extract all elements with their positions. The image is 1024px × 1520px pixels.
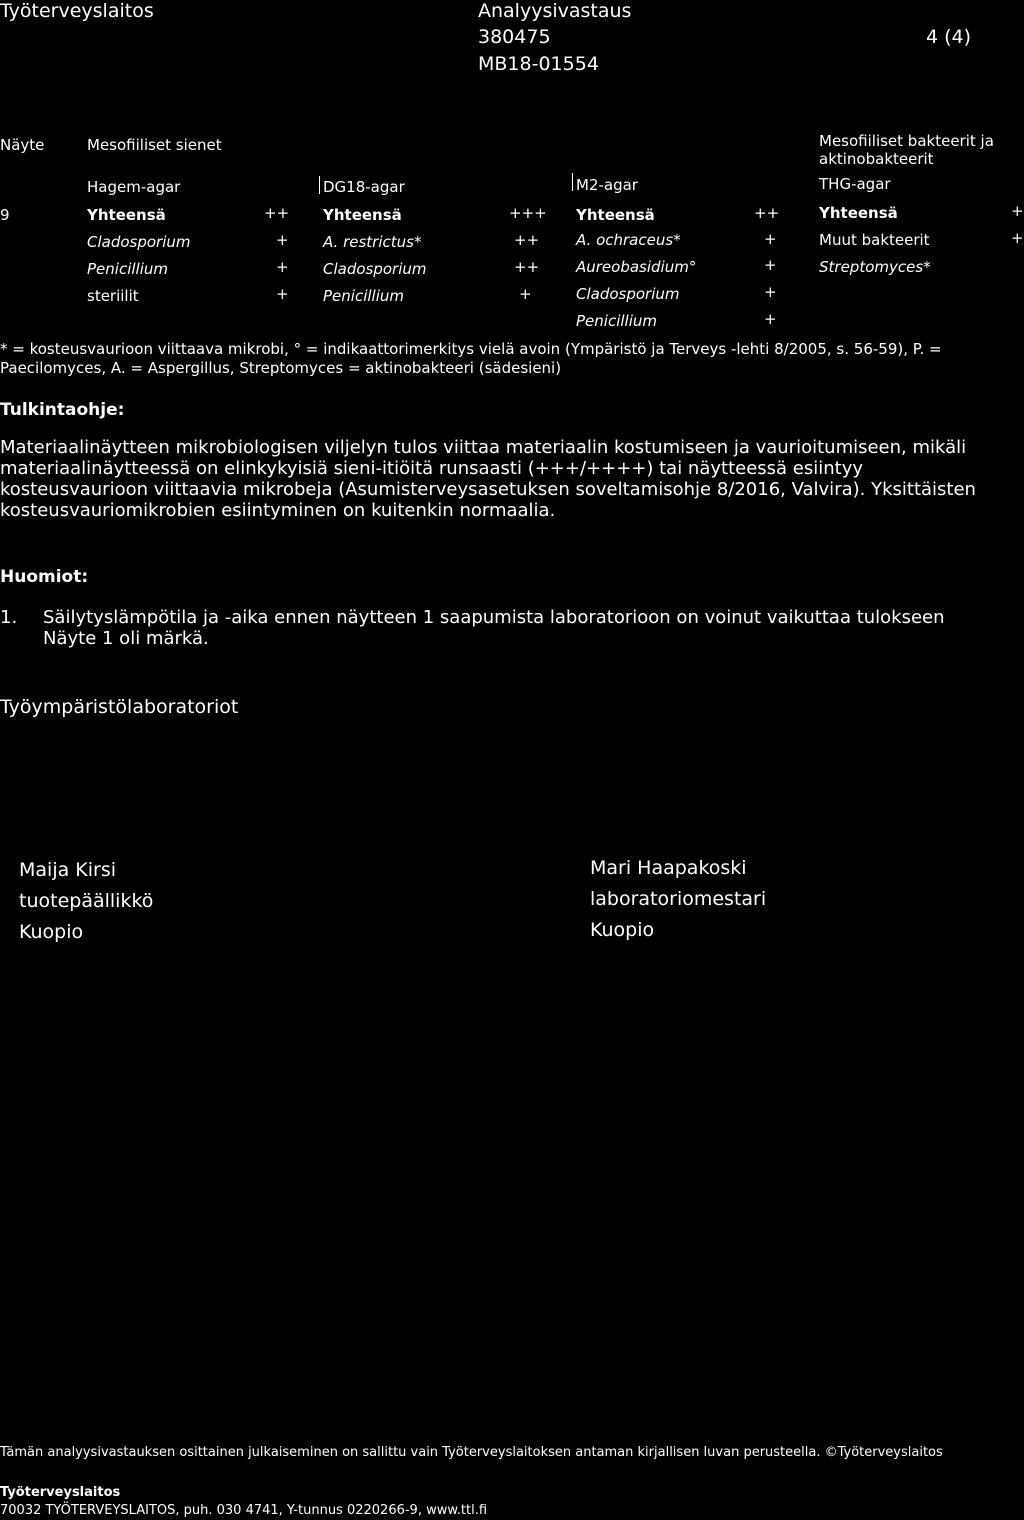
dg18-organism-value: + bbox=[519, 285, 532, 303]
hagem-organism-value: + bbox=[276, 285, 289, 303]
dg18-organism-value: ++ bbox=[514, 258, 540, 276]
signer-1-title: tuotepäällikkö bbox=[19, 890, 154, 912]
medium-hagem: Hagem-agar bbox=[87, 178, 181, 196]
thg-total-value: + bbox=[1011, 202, 1024, 220]
m2-organism-value: + bbox=[764, 230, 777, 248]
header-doc-type: Analyysivastaus bbox=[478, 0, 632, 22]
m2-organism: Cladosporium bbox=[576, 285, 680, 303]
hagem-organism-value: + bbox=[276, 231, 289, 249]
hagem-total-value: ++ bbox=[264, 204, 290, 222]
remarks-line-2: Näyte 1 oli märkä. bbox=[43, 628, 209, 649]
group-fungi-header: Mesofiiliset sienet bbox=[87, 136, 222, 154]
column-divider bbox=[319, 176, 320, 194]
signer-2-title: laboratoriomestari bbox=[590, 888, 767, 910]
dg18-organism: Penicillium bbox=[323, 287, 404, 305]
medium-thg: THG-agar bbox=[819, 175, 891, 193]
thg-organism: Streptomyces* bbox=[819, 258, 931, 276]
m2-organism: Penicillium bbox=[576, 312, 657, 330]
laboratory-unit: Työympäristölaboratoriot bbox=[0, 696, 239, 718]
thg-total-label: Yhteensä bbox=[819, 204, 898, 222]
col-sample-header: Näyte bbox=[0, 136, 45, 154]
m2-organism-value: + bbox=[764, 256, 777, 274]
header-code: MB18-01554 bbox=[478, 53, 599, 75]
m2-total-value: ++ bbox=[754, 204, 780, 222]
m2-organism: A. ochraceus* bbox=[576, 231, 681, 249]
header-number: 380475 bbox=[478, 26, 551, 48]
dg18-organism: Cladosporium bbox=[323, 260, 427, 278]
m2-organism-value: + bbox=[764, 310, 777, 328]
signer-2-city: Kuopio bbox=[590, 919, 655, 941]
thg-organism: Muut bakteerit bbox=[819, 231, 930, 249]
remarks-number: 1. bbox=[0, 607, 18, 628]
signer-1-city: Kuopio bbox=[19, 921, 84, 943]
column-divider bbox=[572, 173, 573, 191]
hagem-organism: Penicillium bbox=[87, 260, 168, 278]
hagem-organism: steriilit bbox=[87, 287, 139, 305]
remarks-heading: Huomiot: bbox=[0, 567, 89, 587]
footer-notice: Tämän analyysivastauksen osittainen julkaiseminen on sallittu vain Työterveyslaitoksen antaman kirjallisen luvan perusteella. ©Työterveyslaitos bbox=[0, 1445, 943, 1460]
group-bacteria-header-1: Mesofiiliset bakteerit ja bbox=[819, 132, 994, 150]
hagem-organism-value: + bbox=[276, 258, 289, 276]
sample-id: 9 bbox=[0, 206, 10, 224]
medium-dg18: DG18-agar bbox=[323, 178, 405, 196]
footer-org: Työterveyslaitos bbox=[0, 1485, 121, 1500]
hagem-total-label: Yhteensä bbox=[87, 206, 166, 224]
hagem-organism: Cladosporium bbox=[87, 233, 191, 251]
m2-organism-value: + bbox=[764, 283, 777, 301]
signer-1-name: Maija Kirsi bbox=[19, 859, 117, 881]
header-org: Työterveyslaitos bbox=[0, 0, 154, 22]
header-page: 4 (4) bbox=[926, 26, 972, 48]
signer-2-name: Mari Haapakoski bbox=[590, 857, 747, 879]
dg18-total-value: +++ bbox=[509, 204, 547, 222]
dg18-organism-value: ++ bbox=[514, 231, 540, 249]
remarks-line-1: Säilytyslämpötila ja -aika ennen näytteen 1 saapumista laboratorioon on voinut vaikuttaa tulokseen bbox=[43, 607, 945, 628]
thg-organism-value: + bbox=[1011, 229, 1024, 247]
medium-m2: M2-agar bbox=[576, 176, 638, 194]
dg18-total-label: Yhteensä bbox=[323, 206, 402, 224]
m2-organism: Aureobasidium° bbox=[576, 258, 697, 276]
group-bacteria-header-2: aktinobakteerit bbox=[819, 150, 934, 168]
footer-address: 70032 TYÖTERVEYSLAITOS, puh. 030 4741, Y-tunnus 0220266-9, www.ttl.fi bbox=[0, 1503, 488, 1518]
m2-total-label: Yhteensä bbox=[576, 206, 655, 224]
legend-line-2: Paecilomyces, A. = Aspergillus, Streptomyces = aktinobakteeri (sädesieni) bbox=[0, 359, 562, 377]
interpretation-heading: Tulkintaohje: bbox=[0, 400, 125, 420]
interpretation-text: Materiaalinäytteen mikrobiologisen viljelyn tulos viittaa materiaalin kostumiseen ja vaurioitumiseen, mikäli materiaalinäytteessä on elinkykyisiä sieni-itiöitä runsaasti (+++/++++) tai näytteessä esiintyy kosteusvaurioon viittaavia mikrobeja (Asumisterveysasetuksen soveltamisohje 8/2016, Valvira). Yksittäisten kosteusvauriomikrobien esiintyminen on kuitenkin normaalia. bbox=[0, 437, 976, 521]
dg18-organism: A. restrictus* bbox=[323, 233, 422, 251]
legend-line-1: * = kosteusvaurioon viittaava mikrobi, ° = indikaattorimerkitys vielä avoin (Ympäristö ja Terveys -lehti 8/2005, s. 56-59), P. = bbox=[0, 340, 942, 358]
